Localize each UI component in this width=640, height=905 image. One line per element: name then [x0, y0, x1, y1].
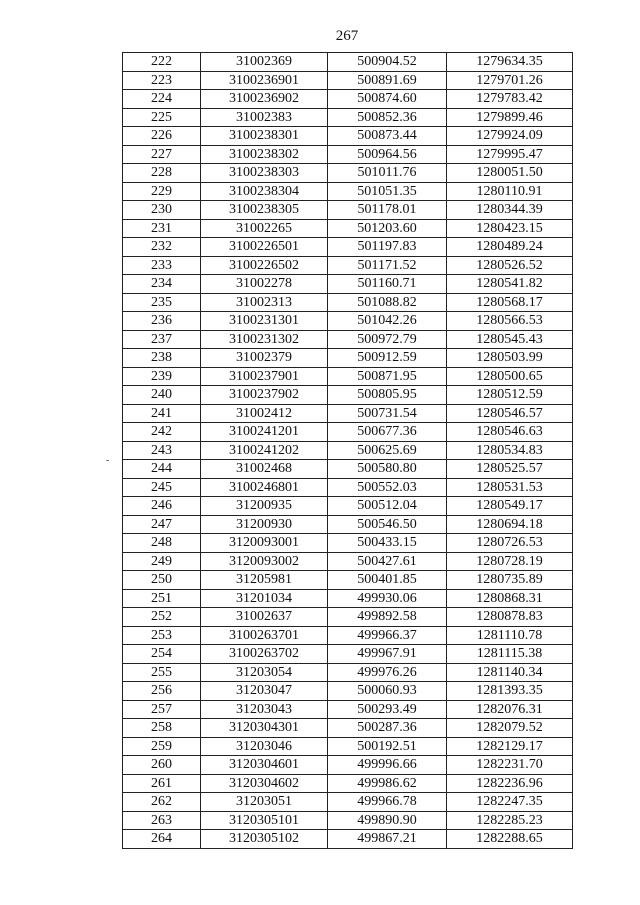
- x-coordinate-cell: 500512.04: [328, 497, 447, 516]
- table-row: [123, 349, 573, 368]
- table-row: [123, 756, 573, 775]
- point-number-cell: 222: [123, 53, 201, 72]
- point-id-cell: 31203043: [201, 700, 328, 719]
- y-coordinate-cell: 1279899.46: [447, 108, 573, 127]
- point-number-cell: 240: [123, 386, 201, 405]
- x-coordinate-cell: 500060.93: [328, 682, 447, 701]
- x-coordinate-cell: 499966.37: [328, 626, 447, 645]
- point-number-cell: 257: [123, 700, 201, 719]
- y-coordinate-cell: 1280531.53: [447, 478, 573, 497]
- point-number-cell: 236: [123, 312, 201, 331]
- y-coordinate-cell: 1280728.19: [447, 552, 573, 571]
- point-id-cell: 31002278: [201, 275, 328, 294]
- point-id-cell: 3100226501: [201, 238, 328, 257]
- table-row: [123, 145, 573, 164]
- point-id-cell: 3100236901: [201, 71, 328, 90]
- point-id-cell: 3120093001: [201, 534, 328, 553]
- point-id-cell: 3120304601: [201, 756, 328, 775]
- point-id-cell: 3100237901: [201, 367, 328, 386]
- point-id-cell: 3120305102: [201, 830, 328, 849]
- x-coordinate-cell: 500192.51: [328, 737, 447, 756]
- point-id-cell: 3120093002: [201, 552, 328, 571]
- table-row: [123, 404, 573, 423]
- x-coordinate-cell: 500546.50: [328, 515, 447, 534]
- point-id-cell: 3100241201: [201, 423, 328, 442]
- x-coordinate-cell: 500433.15: [328, 534, 447, 553]
- x-coordinate-cell: 500964.56: [328, 145, 447, 164]
- x-coordinate-cell: 499986.62: [328, 774, 447, 793]
- table-row: [123, 478, 573, 497]
- point-number-cell: 234: [123, 275, 201, 294]
- point-id-cell: 31203047: [201, 682, 328, 701]
- y-coordinate-cell: 1279995.47: [447, 145, 573, 164]
- y-coordinate-cell: 1280534.83: [447, 441, 573, 460]
- y-coordinate-cell: 1281393.35: [447, 682, 573, 701]
- x-coordinate-cell: 499890.90: [328, 811, 447, 830]
- x-coordinate-cell: 500873.44: [328, 127, 447, 146]
- point-id-cell: 31200930: [201, 515, 328, 534]
- point-number-cell: 258: [123, 719, 201, 738]
- x-coordinate-cell: 501051.35: [328, 182, 447, 201]
- point-id-cell: 3100226502: [201, 256, 328, 275]
- y-coordinate-cell: 1282285.23: [447, 811, 573, 830]
- x-coordinate-cell: 500731.54: [328, 404, 447, 423]
- x-coordinate-cell: 500625.69: [328, 441, 447, 460]
- point-number-cell: 246: [123, 497, 201, 516]
- table-row: [123, 423, 573, 442]
- table-row: [123, 386, 573, 405]
- point-id-cell: 3100238303: [201, 164, 328, 183]
- x-coordinate-cell: 500972.79: [328, 330, 447, 349]
- y-coordinate-cell: 1282247.35: [447, 793, 573, 812]
- point-id-cell: 31203046: [201, 737, 328, 756]
- point-number-cell: 235: [123, 293, 201, 312]
- point-id-cell: 3100238302: [201, 145, 328, 164]
- y-coordinate-cell: 1279924.09: [447, 127, 573, 146]
- coordinates-table: [122, 52, 573, 849]
- point-number-cell: 227: [123, 145, 201, 164]
- point-id-cell: 3120304301: [201, 719, 328, 738]
- x-coordinate-cell: 499976.26: [328, 663, 447, 682]
- x-coordinate-cell: 500852.36: [328, 108, 447, 127]
- point-id-cell: 31205981: [201, 571, 328, 590]
- x-coordinate-cell: 501171.52: [328, 256, 447, 275]
- x-coordinate-cell: 500871.95: [328, 367, 447, 386]
- table-row: [123, 460, 573, 479]
- point-id-cell: 3100237902: [201, 386, 328, 405]
- point-number-cell: 230: [123, 201, 201, 220]
- table-row: [123, 256, 573, 275]
- y-coordinate-cell: 1280489.24: [447, 238, 573, 257]
- x-coordinate-cell: 499867.21: [328, 830, 447, 849]
- point-number-cell: 239: [123, 367, 201, 386]
- y-coordinate-cell: 1280500.65: [447, 367, 573, 386]
- point-id-cell: 3100241202: [201, 441, 328, 460]
- point-id-cell: 31203054: [201, 663, 328, 682]
- point-id-cell: 31201034: [201, 589, 328, 608]
- y-coordinate-cell: 1280868.31: [447, 589, 573, 608]
- x-coordinate-cell: 499966.78: [328, 793, 447, 812]
- x-coordinate-cell: 500580.80: [328, 460, 447, 479]
- point-id-cell: 31002468: [201, 460, 328, 479]
- table-row: [123, 219, 573, 238]
- point-number-cell: 255: [123, 663, 201, 682]
- table-row: [123, 719, 573, 738]
- y-coordinate-cell: 1280541.82: [447, 275, 573, 294]
- x-coordinate-cell: 500805.95: [328, 386, 447, 405]
- point-number-cell: 224: [123, 90, 201, 109]
- y-coordinate-cell: 1280694.18: [447, 515, 573, 534]
- y-coordinate-cell: 1279634.35: [447, 53, 573, 72]
- table-row: [123, 238, 573, 257]
- x-coordinate-cell: 501011.76: [328, 164, 447, 183]
- table-row: [123, 552, 573, 571]
- y-coordinate-cell: 1280525.57: [447, 460, 573, 479]
- point-id-cell: 3100263702: [201, 645, 328, 664]
- point-number-cell: 253: [123, 626, 201, 645]
- point-id-cell: 31002313: [201, 293, 328, 312]
- table-row: [123, 312, 573, 331]
- point-id-cell: 3100263701: [201, 626, 328, 645]
- table-row: [123, 589, 573, 608]
- point-number-cell: 233: [123, 256, 201, 275]
- y-coordinate-cell: 1282288.65: [447, 830, 573, 849]
- point-id-cell: 3100238301: [201, 127, 328, 146]
- x-coordinate-cell: 501197.83: [328, 238, 447, 257]
- point-number-cell: 248: [123, 534, 201, 553]
- y-coordinate-cell: 1281140.34: [447, 663, 573, 682]
- point-id-cell: 3120304602: [201, 774, 328, 793]
- y-coordinate-cell: 1280344.39: [447, 201, 573, 220]
- point-number-cell: 260: [123, 756, 201, 775]
- y-coordinate-cell: 1279783.42: [447, 90, 573, 109]
- point-number-cell: 251: [123, 589, 201, 608]
- y-coordinate-cell: 1280110.91: [447, 182, 573, 201]
- point-number-cell: 238: [123, 349, 201, 368]
- point-number-cell: 244: [123, 460, 201, 479]
- point-number-cell: 264: [123, 830, 201, 849]
- x-coordinate-cell: 500401.85: [328, 571, 447, 590]
- x-coordinate-cell: 500287.36: [328, 719, 447, 738]
- table-row: [123, 201, 573, 220]
- y-coordinate-cell: 1281115.38: [447, 645, 573, 664]
- y-coordinate-cell: 1282076.31: [447, 700, 573, 719]
- table-row: [123, 293, 573, 312]
- y-coordinate-cell: 1280545.43: [447, 330, 573, 349]
- x-coordinate-cell: 501203.60: [328, 219, 447, 238]
- x-coordinate-cell: 500677.36: [328, 423, 447, 442]
- y-coordinate-cell: 1282231.70: [447, 756, 573, 775]
- table-row: [123, 830, 573, 849]
- table-row: [123, 330, 573, 349]
- x-coordinate-cell: 500912.59: [328, 349, 447, 368]
- page-number: 267: [335, 28, 359, 44]
- x-coordinate-cell: 501042.26: [328, 312, 447, 331]
- table-row: [123, 71, 573, 90]
- table-row: [123, 811, 573, 830]
- y-coordinate-cell: 1280512.59: [447, 386, 573, 405]
- point-number-cell: 226: [123, 127, 201, 146]
- point-number-cell: 231: [123, 219, 201, 238]
- x-coordinate-cell: 500904.52: [328, 53, 447, 72]
- x-coordinate-cell: 500891.69: [328, 71, 447, 90]
- table-row: [123, 367, 573, 386]
- y-coordinate-cell: 1280526.52: [447, 256, 573, 275]
- table-row: [123, 571, 573, 590]
- point-number-cell: 237: [123, 330, 201, 349]
- point-id-cell: 31002412: [201, 404, 328, 423]
- table-row: [123, 774, 573, 793]
- x-coordinate-cell: 501088.82: [328, 293, 447, 312]
- point-id-cell: 3100231301: [201, 312, 328, 331]
- table-row: [123, 441, 573, 460]
- point-id-cell: 31200935: [201, 497, 328, 516]
- point-id-cell: 3100238305: [201, 201, 328, 220]
- x-coordinate-cell: 501178.01: [328, 201, 447, 220]
- table-row: [123, 53, 573, 72]
- point-id-cell: 31002383: [201, 108, 328, 127]
- point-id-cell: 3100236902: [201, 90, 328, 109]
- y-coordinate-cell: 1280546.63: [447, 423, 573, 442]
- point-number-cell: 252: [123, 608, 201, 627]
- y-coordinate-cell: 1280735.89: [447, 571, 573, 590]
- x-coordinate-cell: 500427.61: [328, 552, 447, 571]
- point-id-cell: 31002379: [201, 349, 328, 368]
- x-coordinate-cell: 499996.66: [328, 756, 447, 775]
- point-number-cell: 243: [123, 441, 201, 460]
- table-row: [123, 515, 573, 534]
- point-id-cell: 3100246801: [201, 478, 328, 497]
- table-row: [123, 90, 573, 109]
- point-number-cell: 223: [123, 71, 201, 90]
- table-row: [123, 793, 573, 812]
- point-number-cell: 242: [123, 423, 201, 442]
- point-id-cell: 31002265: [201, 219, 328, 238]
- point-number-cell: 256: [123, 682, 201, 701]
- table-row: [123, 663, 573, 682]
- table-row: [123, 108, 573, 127]
- point-number-cell: 250: [123, 571, 201, 590]
- table-row: [123, 182, 573, 201]
- y-coordinate-cell: 1280566.53: [447, 312, 573, 331]
- y-coordinate-cell: 1280546.57: [447, 404, 573, 423]
- table-body: [123, 53, 573, 849]
- y-coordinate-cell: 1282079.52: [447, 719, 573, 738]
- point-number-cell: 262: [123, 793, 201, 812]
- table-row: [123, 534, 573, 553]
- table-row: [123, 275, 573, 294]
- table-row: [123, 127, 573, 146]
- point-id-cell: 31002369: [201, 53, 328, 72]
- point-number-cell: 241: [123, 404, 201, 423]
- margin-mark: -: [106, 455, 110, 466]
- point-number-cell: 228: [123, 164, 201, 183]
- y-coordinate-cell: 1280503.99: [447, 349, 573, 368]
- y-coordinate-cell: 1280423.15: [447, 219, 573, 238]
- table-row: [123, 645, 573, 664]
- point-id-cell: 31203051: [201, 793, 328, 812]
- table-row: [123, 737, 573, 756]
- y-coordinate-cell: 1280726.53: [447, 534, 573, 553]
- y-coordinate-cell: 1279701.26: [447, 71, 573, 90]
- point-id-cell: 3120305101: [201, 811, 328, 830]
- y-coordinate-cell: 1282129.17: [447, 737, 573, 756]
- point-number-cell: 232: [123, 238, 201, 257]
- table-row: [123, 682, 573, 701]
- point-number-cell: 247: [123, 515, 201, 534]
- table-row: [123, 608, 573, 627]
- y-coordinate-cell: 1280568.17: [447, 293, 573, 312]
- point-number-cell: 259: [123, 737, 201, 756]
- point-number-cell: 229: [123, 182, 201, 201]
- y-coordinate-cell: 1282236.96: [447, 774, 573, 793]
- point-number-cell: 263: [123, 811, 201, 830]
- x-coordinate-cell: 500874.60: [328, 90, 447, 109]
- table-row: [123, 164, 573, 183]
- point-id-cell: 31002637: [201, 608, 328, 627]
- table-row: [123, 700, 573, 719]
- point-id-cell: 3100231302: [201, 330, 328, 349]
- y-coordinate-cell: 1281110.78: [447, 626, 573, 645]
- point-number-cell: 254: [123, 645, 201, 664]
- table-row: [123, 626, 573, 645]
- point-number-cell: 245: [123, 478, 201, 497]
- table-row: [123, 497, 573, 516]
- x-coordinate-cell: 501160.71: [328, 275, 447, 294]
- point-number-cell: 249: [123, 552, 201, 571]
- point-number-cell: 261: [123, 774, 201, 793]
- point-number-cell: 225: [123, 108, 201, 127]
- point-id-cell: 3100238304: [201, 182, 328, 201]
- x-coordinate-cell: 500552.03: [328, 478, 447, 497]
- y-coordinate-cell: 1280878.83: [447, 608, 573, 627]
- x-coordinate-cell: 499967.91: [328, 645, 447, 664]
- y-coordinate-cell: 1280549.17: [447, 497, 573, 516]
- x-coordinate-cell: 499930.06: [328, 589, 447, 608]
- x-coordinate-cell: 499892.58: [328, 608, 447, 627]
- x-coordinate-cell: 500293.49: [328, 700, 447, 719]
- y-coordinate-cell: 1280051.50: [447, 164, 573, 183]
